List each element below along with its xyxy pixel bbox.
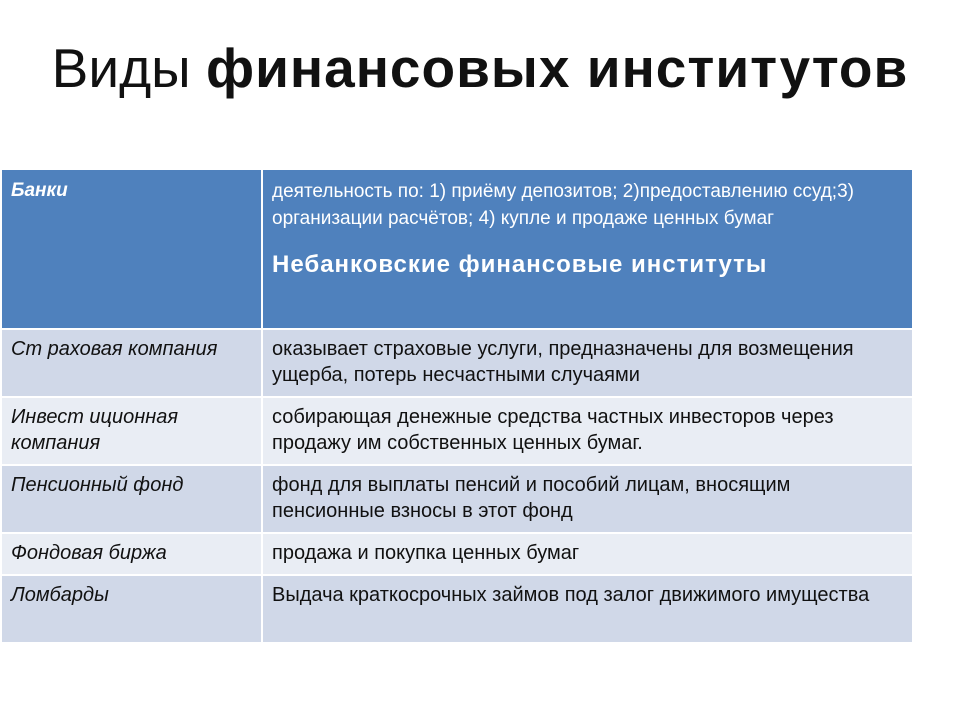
row-name-cell: Фондовая биржа xyxy=(1,533,262,575)
table-header-row xyxy=(1,169,913,329)
row-name-cell: Пенсионный фонд xyxy=(1,465,262,533)
row-name-cell: Ломбарды xyxy=(1,575,262,643)
nonbank-subheading: Небанковские финансовые институты xyxy=(272,251,768,278)
row-description-cell: продажа и покупка ценных бумаг xyxy=(262,533,913,575)
title-bold-part: финансовых институтов xyxy=(205,37,909,99)
row-name-cell: Инвест иционная компания xyxy=(1,397,262,465)
header-name-cell: Банки xyxy=(1,169,262,329)
title-light-part: Виды xyxy=(51,37,206,99)
header-description-text: деятельность по: 1) приёму депозитов; 2)предоставлению ссуд;3) организации расчётов; 4) купле и продаже ценных бумаг xyxy=(272,181,854,229)
row-description-cell: собирающая денежные средства частных инвесторов через продажу им собственных ценных бумаг. xyxy=(262,397,913,465)
institutions-table xyxy=(0,168,914,644)
table-row xyxy=(1,329,913,397)
row-description-cell: Выдача краткосрочных займов под залог движимого имущества xyxy=(262,575,913,643)
table-row xyxy=(1,575,913,643)
table-row xyxy=(1,397,913,465)
header-description-cell xyxy=(262,169,913,329)
row-description-cell: фонд для выплаты пенсий и пособий лицам, вносящим пенсионные взносы в этот фонд xyxy=(262,465,913,533)
row-name-cell: Ст раховая компания xyxy=(1,329,262,397)
row-description-cell: оказывает страховые услуги, предназначены для возмещения ущерба, потерь несчастными случаями xyxy=(262,329,913,397)
institutions-table-container xyxy=(0,168,912,644)
table-row xyxy=(1,533,913,575)
table-row xyxy=(1,465,913,533)
page-title xyxy=(0,36,960,172)
